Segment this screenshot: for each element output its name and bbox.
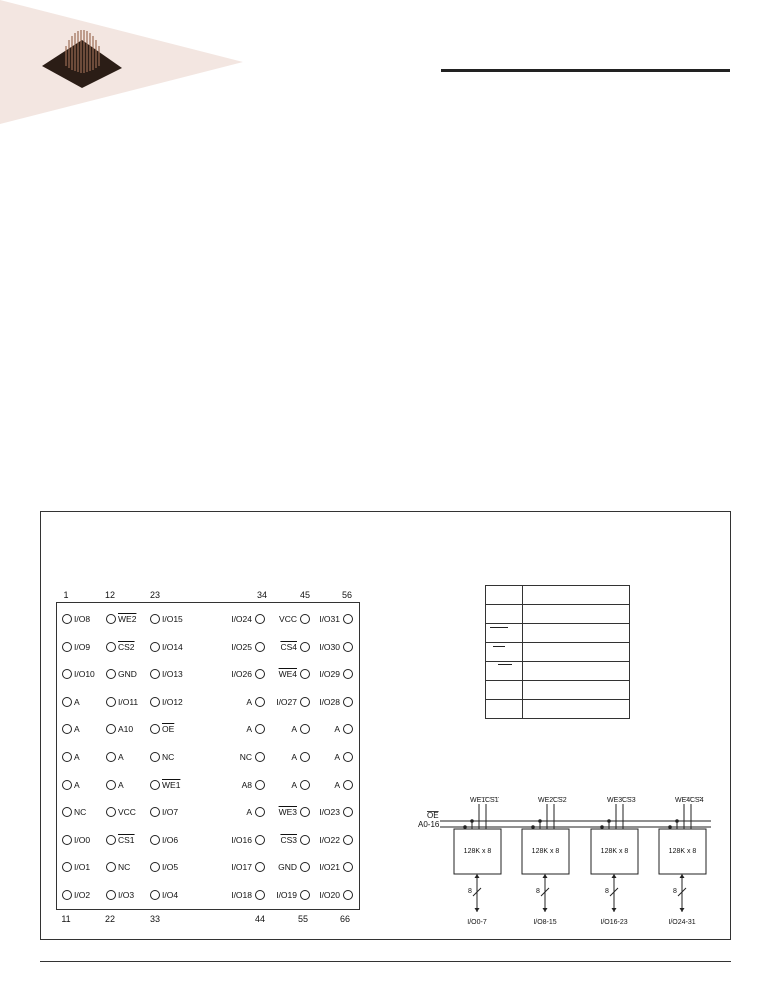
pin-label: GND [278, 862, 297, 873]
pin-label: NC [162, 752, 175, 762]
bus-arrow-icon [475, 874, 480, 878]
pin-label: I/O1 [74, 862, 91, 873]
control-label: CS4 [690, 797, 704, 804]
oe-signal-label: OE [427, 811, 439, 820]
column-number-bottom: 22 [104, 914, 115, 924]
bus-width-label: 8 [605, 888, 609, 895]
column-number-top: 12 [104, 590, 115, 600]
pin-label: I/O29 [319, 669, 340, 680]
pin-label: A [291, 724, 297, 735]
column-number-bottom: 44 [254, 914, 265, 924]
bus-width-label: 8 [673, 888, 677, 895]
column-number-top: 34 [256, 590, 267, 600]
junction-dot [531, 825, 535, 829]
junction-dot [668, 825, 672, 829]
pin-label: I/O19 [276, 890, 297, 900]
pin-label: WE1 [162, 779, 181, 790]
pin-label: A [334, 724, 340, 735]
pin-label: I/O11 [118, 696, 139, 707]
pin-label: A [74, 752, 80, 762]
pin-label: I/O2 [74, 890, 91, 900]
pin-label: A [291, 752, 297, 762]
memory-block-label: 128K x 8 [668, 848, 697, 855]
memory-block-label: 128K x 8 [463, 848, 492, 855]
footer-rule [40, 961, 731, 962]
junction-dot [600, 825, 604, 829]
pin-label: I/O5 [162, 862, 179, 873]
pin-label: $\overline{OE}$ [162, 724, 175, 735]
pin-label: A8 [241, 779, 252, 790]
bus-width-label: 8 [536, 888, 540, 895]
bus-arrow-icon [475, 908, 480, 912]
pin-label: A [291, 779, 297, 790]
pin-label: A [74, 696, 80, 707]
column-number-top: 1 [63, 590, 69, 600]
junction-dot [675, 819, 679, 823]
bus-arrow-icon [612, 874, 617, 878]
column-number-top: 56 [341, 590, 352, 600]
bus-arrow-icon [543, 874, 548, 878]
pin-label: A [74, 724, 80, 735]
control-label: WE3 [607, 797, 623, 804]
bus-width-label: 8 [468, 888, 472, 895]
pin-label: NC [74, 807, 87, 818]
pin-label: I/O15 [162, 614, 183, 624]
pin-label: I/O3 [118, 890, 135, 900]
pin-label: I/O14 [162, 641, 183, 652]
column-number-bottom: 33 [149, 914, 160, 924]
control-label: CS2 [553, 797, 567, 804]
pin-label: I/O20 [319, 890, 340, 900]
pin-label: I/O24 [231, 614, 252, 624]
column-number-top: 23 [149, 590, 160, 600]
pin-label: CS3 [280, 834, 297, 845]
control-label: CS3 [622, 797, 636, 804]
pin-label: I/O26 [231, 669, 252, 680]
pin-label: A [246, 807, 252, 818]
pin-label: A [334, 752, 340, 762]
pin-label: A [246, 696, 252, 707]
bus-arrow-icon [680, 874, 685, 878]
bus-arrow-icon [680, 908, 685, 912]
control-label: WE2 [538, 797, 554, 804]
junction-dot [463, 825, 467, 829]
pin-label: I/O9 [74, 641, 91, 652]
pin-label: I/O13 [162, 669, 183, 680]
io-label: I/O0-7 [467, 919, 487, 926]
pin-label: I/O23 [319, 807, 340, 818]
pin-label: I/O22 [319, 834, 340, 845]
column-number-bottom: 55 [297, 914, 308, 924]
pin-label: CS1 [118, 834, 135, 845]
column-number-top: 45 [299, 590, 310, 600]
pin-label: VCC [279, 614, 297, 624]
pin-label: VCC [118, 807, 136, 818]
control-label: CS1 [485, 797, 499, 804]
junction-dot [538, 819, 542, 823]
pin-label: CS4 [280, 641, 297, 652]
pin-label: I/O12 [162, 696, 183, 707]
memory-block-label: 128K x 8 [531, 848, 560, 855]
control-label: WE1 [470, 797, 486, 804]
io-label: I/O16-23 [600, 919, 628, 926]
memory-block-label: 128K x 8 [600, 848, 629, 855]
pin-label: A [74, 779, 80, 790]
pin-label: A [118, 752, 124, 762]
pin-label: NC [118, 862, 131, 873]
bus-arrow-icon [543, 908, 548, 912]
pin-label: I/O6 [162, 834, 179, 845]
pin-label: I/O0 [74, 834, 91, 845]
pin-label: I/O31 [319, 614, 340, 624]
pin-label: I/O8 [74, 614, 91, 624]
pin-label: CS2 [118, 641, 135, 652]
io-label: I/O24-31 [668, 919, 696, 926]
pin-label: WE3 [278, 807, 297, 818]
control-label: WE4 [675, 797, 691, 804]
io-label: I/O8-15 [533, 919, 557, 926]
pin-label: A [246, 724, 252, 735]
pin-label: I/O7 [162, 807, 179, 818]
pin-label: WE4 [278, 669, 297, 680]
address-signal-label: A0-16 [418, 820, 440, 829]
pin-label: A [118, 779, 124, 790]
pin-label: GND [118, 669, 137, 680]
pin-label: I/O28 [319, 696, 340, 707]
pin-label: I/O25 [231, 641, 252, 652]
junction-dot [607, 819, 611, 823]
pin-label: I/O21 [319, 862, 340, 873]
pin-label: I/O18 [231, 890, 252, 900]
bus-arrow-icon [612, 908, 617, 912]
pin-label: I/O27 [276, 696, 297, 707]
pin-label: A [334, 779, 340, 790]
pin-label: I/O10 [74, 669, 95, 680]
column-number-bottom: 11 [61, 914, 71, 924]
pin-label: I/O17 [231, 862, 252, 873]
column-number-bottom: 66 [339, 914, 350, 924]
pin-label: I/O30 [319, 641, 340, 652]
pin-label: A10 [118, 724, 134, 735]
pin-label: I/O16 [231, 834, 252, 845]
junction-dot [470, 819, 474, 823]
pin-label: NC [239, 752, 252, 762]
pin-label: I/O4 [162, 890, 179, 900]
pin-label: WE2 [118, 614, 137, 624]
